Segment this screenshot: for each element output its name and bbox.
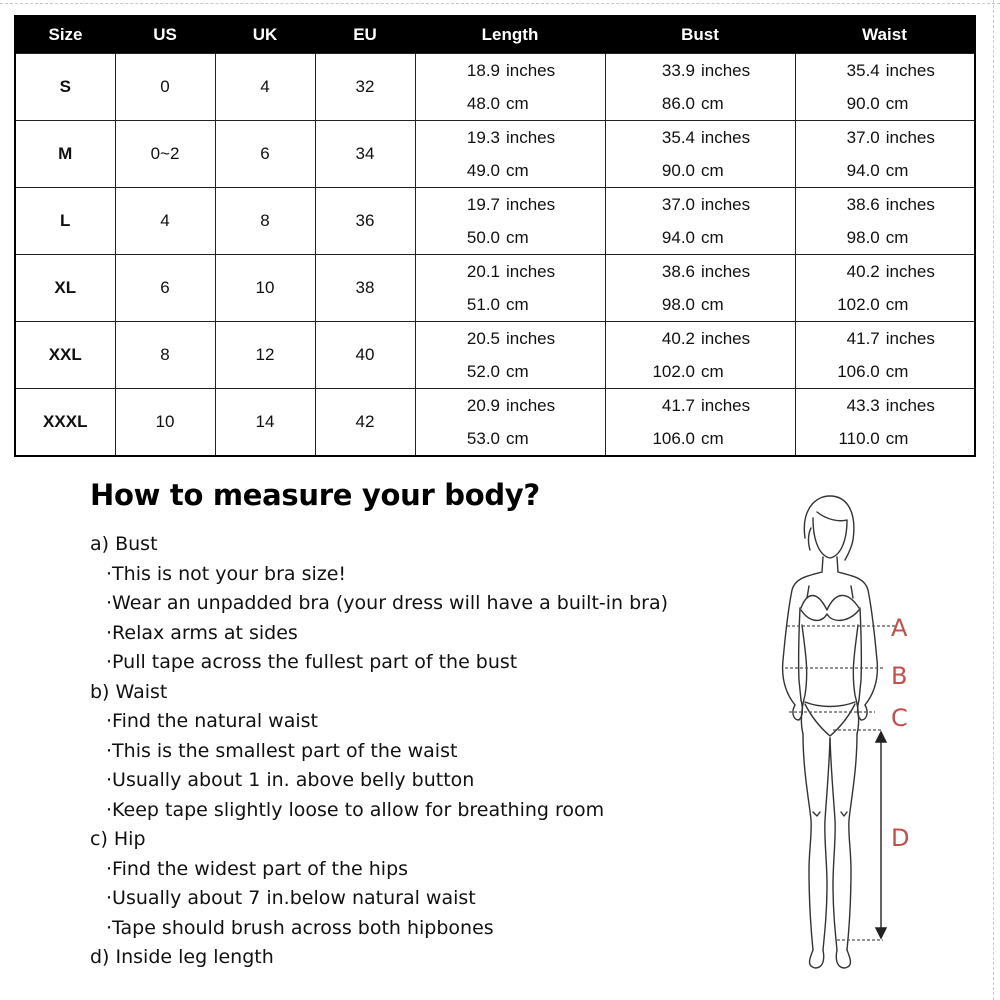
bust-cm-unit: cm: [701, 228, 724, 247]
bust-cm-unit: cm: [701, 94, 724, 113]
bust-cm-number: 94.0: [661, 228, 695, 247]
waist-cm-unit: cm: [885, 429, 909, 448]
header-size: Size: [15, 16, 115, 54]
table-row: [15, 54, 975, 121]
length-in-number: 20.5: [466, 329, 500, 348]
table-header-row: [15, 16, 975, 54]
bust-cm-number: 98.0: [661, 295, 695, 314]
bust-in-number: 33.9: [661, 61, 695, 80]
uk-cell: 10: [215, 255, 315, 322]
uk-cell: 4: [215, 54, 315, 121]
length-in-unit: inches: [506, 396, 556, 415]
length-cm-unit: cm: [506, 228, 529, 247]
instruction-heading: b) Waist: [90, 680, 168, 703]
waist-in-unit: inches: [885, 195, 935, 214]
instruction-bullet: ·This is not your bra size!: [106, 562, 347, 585]
us-cell: 0~2: [115, 121, 215, 188]
bust-in-number: 38.6: [661, 262, 695, 281]
waist-cm-value: [796, 422, 975, 455]
length-cell: [415, 322, 605, 389]
waist-cm-value: [796, 355, 975, 388]
waist-cm-value: [796, 87, 975, 120]
length-in-value: [416, 188, 605, 221]
us-cell: 8: [115, 322, 215, 389]
instruction-bullet: ·Relax arms at sides: [106, 621, 298, 644]
length-cm-number: 53.0: [466, 429, 500, 448]
label-c: C: [891, 704, 908, 732]
bust-in-number: 40.2: [661, 329, 695, 348]
length-cell: [415, 54, 605, 121]
waist-in-number: 38.6: [846, 195, 880, 214]
bust-cell: [605, 255, 795, 322]
instruction-bullet: ·Tape should brush across both hipbones: [106, 916, 494, 939]
table-row: [15, 389, 975, 457]
bust-cm-value: [606, 87, 795, 120]
waist-in-number: 40.2: [846, 262, 880, 281]
bust-in-unit: inches: [701, 195, 751, 214]
waist-cm-number: 102.0: [837, 295, 880, 314]
length-cell: [415, 255, 605, 322]
us-cell: 6: [115, 255, 215, 322]
uk-cell: 6: [215, 121, 315, 188]
bust-cm-value: [606, 355, 795, 388]
us-cell: 4: [115, 188, 215, 255]
length-in-number: 20.9: [466, 396, 500, 415]
bust-cm-unit: cm: [701, 362, 724, 381]
size-cell: L: [15, 188, 115, 255]
bust-in-value: [606, 322, 795, 355]
header-uk: UK: [215, 16, 315, 54]
waist-cell: [795, 54, 975, 121]
table-row: [15, 121, 975, 188]
length-in-number: 19.3: [466, 128, 500, 147]
length-cell: [415, 188, 605, 255]
waist-in-unit: inches: [885, 262, 935, 281]
eu-cell: 38: [315, 255, 415, 322]
length-in-unit: inches: [506, 262, 556, 281]
table-row: [15, 322, 975, 389]
waist-in-value: [796, 121, 975, 154]
bust-cm-value: [606, 422, 795, 455]
waist-in-value: [796, 255, 975, 288]
waist-in-number: 35.4: [846, 61, 880, 80]
bust-cell: [605, 322, 795, 389]
waist-cm-number: 94.0: [846, 161, 880, 180]
length-cm-number: 49.0: [466, 161, 500, 180]
bust-in-unit: inches: [701, 61, 751, 80]
length-in-unit: inches: [506, 329, 556, 348]
instruction-bullet: ·Usually about 1 in. above belly button: [106, 769, 475, 791]
label-b: B: [891, 662, 908, 690]
size-cell: S: [15, 54, 115, 121]
length-cm-value: [416, 87, 605, 120]
waist-cm-unit: cm: [885, 362, 909, 381]
instruction-bullet: ·This is the smallest part of the waist: [106, 739, 458, 762]
length-cm-unit: cm: [506, 161, 529, 180]
waist-cm-value: [796, 154, 975, 187]
eu-cell: 36: [315, 188, 415, 255]
size-cell: XXL: [15, 322, 115, 389]
table-row: [15, 188, 975, 255]
header-us: US: [115, 16, 215, 54]
instruction-bullet: ·Usually about 7 in.below natural waist: [106, 887, 476, 909]
length-cm-number: 50.0: [466, 228, 500, 247]
uk-cell: 8: [215, 188, 315, 255]
waist-in-unit: inches: [885, 61, 935, 80]
bust-cm-unit: cm: [701, 429, 724, 448]
bust-in-number: 41.7: [661, 396, 695, 415]
uk-cell: 12: [215, 322, 315, 389]
length-in-value: [416, 54, 605, 87]
header-bust: Bust: [605, 16, 795, 54]
bust-cm-value: [606, 154, 795, 187]
bust-in-value: [606, 389, 795, 422]
header-waist: Waist: [795, 16, 975, 54]
size-cell: XXXL: [15, 389, 115, 457]
waist-in-unit: inches: [885, 329, 935, 348]
bust-in-unit: inches: [701, 396, 751, 415]
eu-cell: 34: [315, 121, 415, 188]
header-eu: EU: [315, 16, 415, 54]
length-cm-unit: cm: [506, 429, 529, 448]
bust-in-number: 37.0: [661, 195, 695, 214]
header-length: Length: [415, 16, 605, 54]
bust-cm-number: 90.0: [661, 161, 695, 180]
waist-cm-number: 106.0: [837, 362, 880, 381]
bust-in-unit: inches: [701, 262, 751, 281]
bust-in-value: [606, 54, 795, 87]
length-in-number: 19.7: [466, 195, 500, 214]
length-cm-number: 48.0: [466, 94, 500, 113]
waist-cm-unit: cm: [885, 94, 909, 113]
instruction-heading: d) Inside leg length: [90, 946, 274, 968]
length-cm-value: [416, 288, 605, 321]
size-chart-table: [14, 15, 976, 457]
length-cell: [415, 389, 605, 457]
waist-in-value: [796, 389, 975, 422]
bust-cell: [605, 54, 795, 121]
waist-cm-value: [796, 288, 975, 321]
length-cm-value: [416, 221, 605, 254]
length-in-number: 20.1: [466, 262, 500, 281]
length-cm-number: 51.0: [466, 295, 500, 314]
waist-cm-unit: cm: [885, 161, 909, 180]
us-cell: 0: [115, 54, 215, 121]
eu-cell: 42: [315, 389, 415, 457]
waist-in-number: 41.7: [846, 329, 880, 348]
instruction-bullet: ·Find the widest part of the hips: [106, 857, 409, 880]
waist-in-number: 37.0: [846, 128, 880, 147]
instruction-bullet: ·Keep tape slightly loose to allow for breathing room: [106, 798, 605, 821]
length-in-value: [416, 255, 605, 288]
bust-cm-value: [606, 288, 795, 321]
table-row: [15, 255, 975, 322]
length-cell: [415, 121, 605, 188]
right-dashed-border: [993, 0, 994, 1000]
body-silhouette-icon: [765, 490, 990, 980]
bust-cm-unit: cm: [701, 161, 724, 180]
instruction-bullet: ·Pull tape across the fullest part of the bust: [106, 651, 518, 673]
instruction-heading: c) Hip: [90, 828, 146, 850]
bust-in-unit: inches: [701, 128, 751, 147]
instruction-heading: a) Bust: [90, 533, 158, 555]
instruction-bullet: ·Find the natural waist: [106, 710, 318, 732]
waist-cell: [795, 322, 975, 389]
size-cell: M: [15, 121, 115, 188]
bust-cell: [605, 389, 795, 457]
waist-cell: [795, 389, 975, 457]
length-cm-unit: cm: [506, 362, 529, 381]
waist-cm-value: [796, 221, 975, 254]
waist-cm-number: 98.0: [846, 228, 880, 247]
waist-in-unit: inches: [885, 396, 935, 415]
bust-cm-number: 106.0: [652, 429, 695, 448]
length-in-value: [416, 322, 605, 355]
bust-cell: [605, 121, 795, 188]
waist-in-value: [796, 188, 975, 221]
length-in-unit: inches: [506, 128, 556, 147]
waist-cm-unit: cm: [885, 228, 909, 247]
bust-in-number: 35.4: [661, 128, 695, 147]
eu-cell: 32: [315, 54, 415, 121]
length-cm-number: 52.0: [466, 362, 500, 381]
size-cell: XL: [15, 255, 115, 322]
bust-in-value: [606, 188, 795, 221]
length-cm-unit: cm: [506, 94, 529, 113]
waist-cell: [795, 121, 975, 188]
eu-cell: 40: [315, 322, 415, 389]
measure-guide-title: How to measure your body?: [90, 478, 540, 512]
length-cm-value: [416, 154, 605, 187]
bust-cm-unit: cm: [701, 295, 724, 314]
length-in-unit: inches: [506, 61, 556, 80]
label-a: A: [891, 614, 908, 642]
waist-cm-unit: cm: [885, 295, 909, 314]
label-d: D: [891, 824, 910, 852]
length-in-number: 18.9: [466, 61, 500, 80]
waist-cm-number: 90.0: [846, 94, 880, 113]
length-cm-unit: cm: [506, 295, 529, 314]
length-cm-value: [416, 422, 605, 455]
length-cm-value: [416, 355, 605, 388]
length-in-value: [416, 121, 605, 154]
waist-cell: [795, 255, 975, 322]
bust-cm-number: 86.0: [661, 94, 695, 113]
waist-cell: [795, 188, 975, 255]
bust-in-value: [606, 255, 795, 288]
length-in-value: [416, 389, 605, 422]
waist-in-unit: inches: [885, 128, 935, 147]
instruction-bullet: ·Wear an unpadded bra (your dress will have a built-in bra): [106, 592, 669, 614]
bust-cell: [605, 188, 795, 255]
length-in-unit: inches: [506, 195, 556, 214]
waist-cm-number: 110.0: [838, 429, 880, 448]
bust-in-value: [606, 121, 795, 154]
measure-instructions: [90, 530, 668, 973]
waist-in-value: [796, 54, 975, 87]
uk-cell: 14: [215, 389, 315, 457]
bust-cm-number: 102.0: [652, 362, 695, 381]
bust-cm-value: [606, 221, 795, 254]
top-dashed-border: [0, 3, 1000, 4]
body-measurement-figure: [765, 490, 990, 980]
bust-in-unit: inches: [701, 329, 751, 348]
us-cell: 10: [115, 389, 215, 457]
waist-in-number: 43.3: [846, 396, 880, 415]
waist-in-value: [796, 322, 975, 355]
